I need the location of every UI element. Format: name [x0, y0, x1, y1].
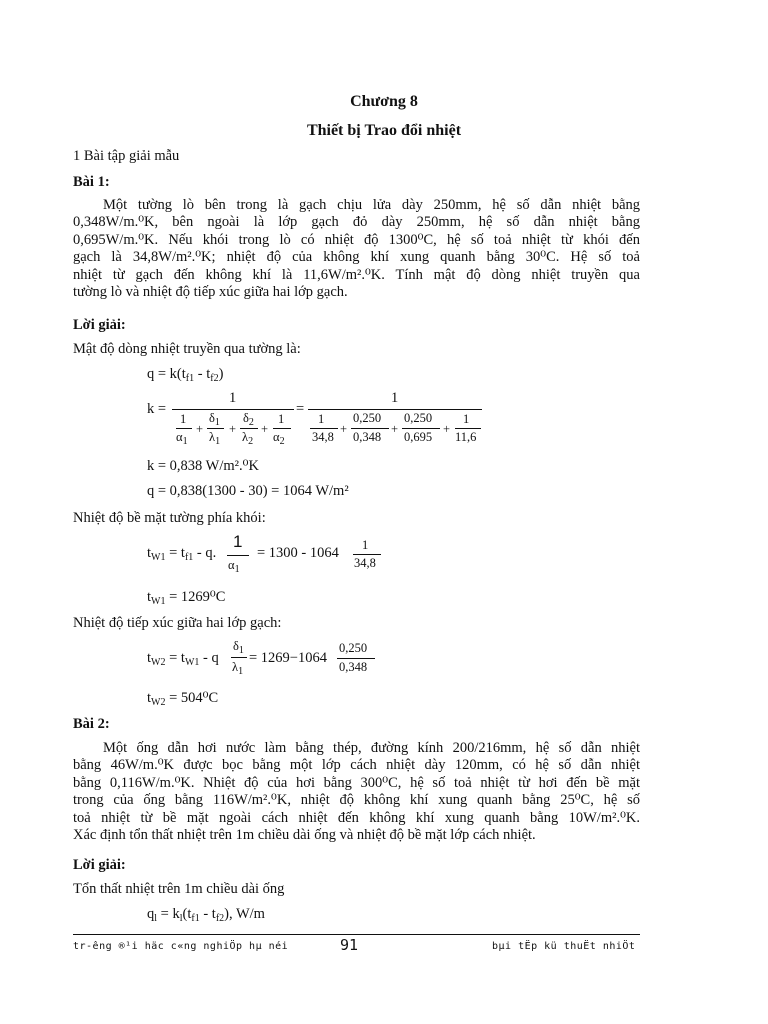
- solution-text: Mật độ dòng nhiệt truyền qua tường là:: [73, 341, 301, 357]
- equation-ql: $q_l = k_l(t_{f1} - t_{f2})$, W/m: [147, 906, 265, 924]
- exercise-1-heading: Bài 1:: [73, 174, 110, 190]
- text-line: Một ống dẫn hơi nước làm bằng thép, đường kính 200/216mm, hệ số dẫn nhiệt: [103, 740, 640, 756]
- footer-right: bµi tËp kü thuËt nhiÖt: [492, 941, 636, 952]
- text-line: 0,348W/m.⁰K, bên ngoài là lớp gạch đỏ dày 250mm, hệ số dẫn nhiệt bằng: [73, 214, 640, 231]
- chapter-title: Thiết bị Trao đổi nhiệt: [306, 122, 462, 139]
- section-heading: 1 Bài tập giải mẫu: [73, 148, 180, 164]
- solution-1-heading: Lời giải:: [73, 317, 126, 333]
- solution-2-heading: Lời giải:: [73, 857, 126, 873]
- text-line: nhiệt từ gạch đến không khí là 11,6W/m².⁰K. Tính mật độ dòng nhiệt truyền qua: [73, 266, 640, 283]
- exercise-1-text: [73, 197, 640, 301]
- text-line: trong của ống bằng 116W/m².⁰K, nhiệt độ không khí xung quanh bằng 25⁰C, hệ số: [73, 792, 640, 809]
- solution-text: Nhiệt độ tiếp xúc giữa hai lớp gạch:: [73, 615, 282, 631]
- page-number: 91: [340, 936, 359, 954]
- equation-q-result: q = 0,838(1300 - 30) = 1064 W/m²: [147, 483, 349, 499]
- footer-rule: [73, 934, 640, 935]
- text-line: Một tường lò bên trong là gạch chịu lửa dày 250mm, hệ số dẫn nhiệt bằng: [103, 197, 640, 213]
- equation-tw1-result: $t_{W1} = 1269^0C$: [147, 589, 226, 607]
- text-line: bằng 0,116W/m.⁰K. Nhiệt độ của hơi bằng 300⁰C, hệ số toả nhiệt từ hơi đến bề mặt: [73, 774, 640, 791]
- text-line: 0,695W/m.⁰K. Nếu khói trong lò có nhiệt độ 1300⁰C, hệ số toả nhiệt từ khói đến: [73, 231, 640, 248]
- chapter-heading: Chương 8: [350, 93, 418, 110]
- exercise-2-heading: Bài 2:: [73, 716, 110, 732]
- exercise-2-text: [73, 740, 640, 844]
- text-line: gạch là 34,8W/m².⁰K; nhiệt độ của không khí xung quanh bằng 30⁰C. Hệ số toả: [73, 249, 640, 266]
- solution-text: Tổn thất nhiệt trên 1m chiều dài ống: [73, 881, 285, 897]
- text-line: toả nhiệt từ bề mặt ngoài cách nhiệt đến không khí xung quanh bằng 10W/m².⁰K.: [73, 809, 640, 826]
- footer-left: tr-êng ®¹i häc c«ng nghiÖp hµ néi: [73, 941, 289, 952]
- equation-tw2-result: $t_{W2} = 504^0C$: [147, 690, 219, 708]
- text-line: Xác định tổn thất nhiệt trên 1m chiều dài ống và nhiệt độ bề mặt lớp cách nhiệt.: [73, 827, 536, 844]
- text-line: bằng 46W/m.⁰K được bọc bằng một lớp cách nhiệt dày 120mm, có hệ số dẫn nhiệt: [73, 757, 640, 774]
- document-page: Chương 8 Thiết bị Trao đổi nhiệt 1 Bài tập giải mẫu Bài 1: Một tường lò bên trong là gạch chịu lửa dày 250mm, hệ số dẫn nhiệt bằng 0,348W/m.⁰K, bên ngoài là lớp gạch đỏ dày 250mm, hệ số dẫn nhiệt bằng 0,695W/m.⁰K. Nếu khói trong lò có nhiệt độ 1300⁰C, hệ số toả nhiệt từ khói đến gạch là 34,8W/m².⁰K; nhiệt độ của không khí xung quanh bằng 30⁰C. Hệ số toả nhiệt từ gạch đến không khí là 11,6W/m².⁰K. Tính mật độ dòng nhiệt truyền qua tường lò và nhiệt độ tiếp xúc giữa hai lớp gạch. Lời giải: Mật độ dòng nhiệt truyền qua tường là: $q = k(t_{f1} - t_{f2})$ k = 1 1 $\alpha_1$ + $\delta_1$ $\lambda_1$ + $\delta_2$ $\lambda_2$ + 1 $\alpha_2$ = 1 1 34,8 + 0,250 0,348 + 0,250 0,695 + 1 11,6 k = 0,838 W/m².⁰K q = 0,838(1300 - 30) = 1064 W/m² Nhiệt độ bề mặt tường phía khói: $t_{W1} = t_{f1} - q$. 1 $\alpha_1$ = 1300 - 1064 1 34,8 $t_{W1} = 1269^0C$ Nhiệt độ tiếp xúc giữa hai lớp gạch: $t_{W2} = t_{W1} - q$ $\delta_1$ $\lambda_1$ = 1269−1064 0,250 0,348 $t_{W2} = 504^0C$ Bài 2: Một ống dẫn hơi nước làm bằng thép, đường kính 200/216mm, hệ số dẫn nhiệt bằng 46W/m.⁰K được bọc bằng một lớp cách nhiệt dày 120mm, có hệ số dẫn nhiệt bằng 0,116W/m.⁰K. Nhiệt độ của hơi bằng 300⁰C, hệ số toả nhiệt từ hơi đến bề mặt trong của ống bằng 116W/m².⁰K, nhiệt độ không khí xung quanh bằng 25⁰C, hệ số toả nhiệt từ bề mặt ngoài cách nhiệt đến không khí xung quanh bằng 10W/m².⁰K. Xác định tổn thất nhiệt trên 1m chiều dài ống và nhiệt độ bề mặt lớp cách nhiệt. Lời giải: Tổn thất nhiệt trên 1m chiều dài ống $q_l = k_l(t_{f1} - t_{f2})$, W/m tr-êng ®¹i häc c«ng nghiÖp hµ néi 91 bµi tËp kü thuËt nhiÖt: [0, 0, 768, 1024]
- solution-text: Nhiệt độ bề mặt tường phía khói:: [73, 510, 266, 526]
- equation-q: $q = k(t_{f1} - t_{f2})$: [147, 366, 224, 384]
- equation-k-result: k = 0,838 W/m².⁰K: [147, 458, 259, 474]
- text-line: tường lò và nhiệt độ tiếp xúc giữa hai lớp gạch.: [73, 284, 348, 301]
